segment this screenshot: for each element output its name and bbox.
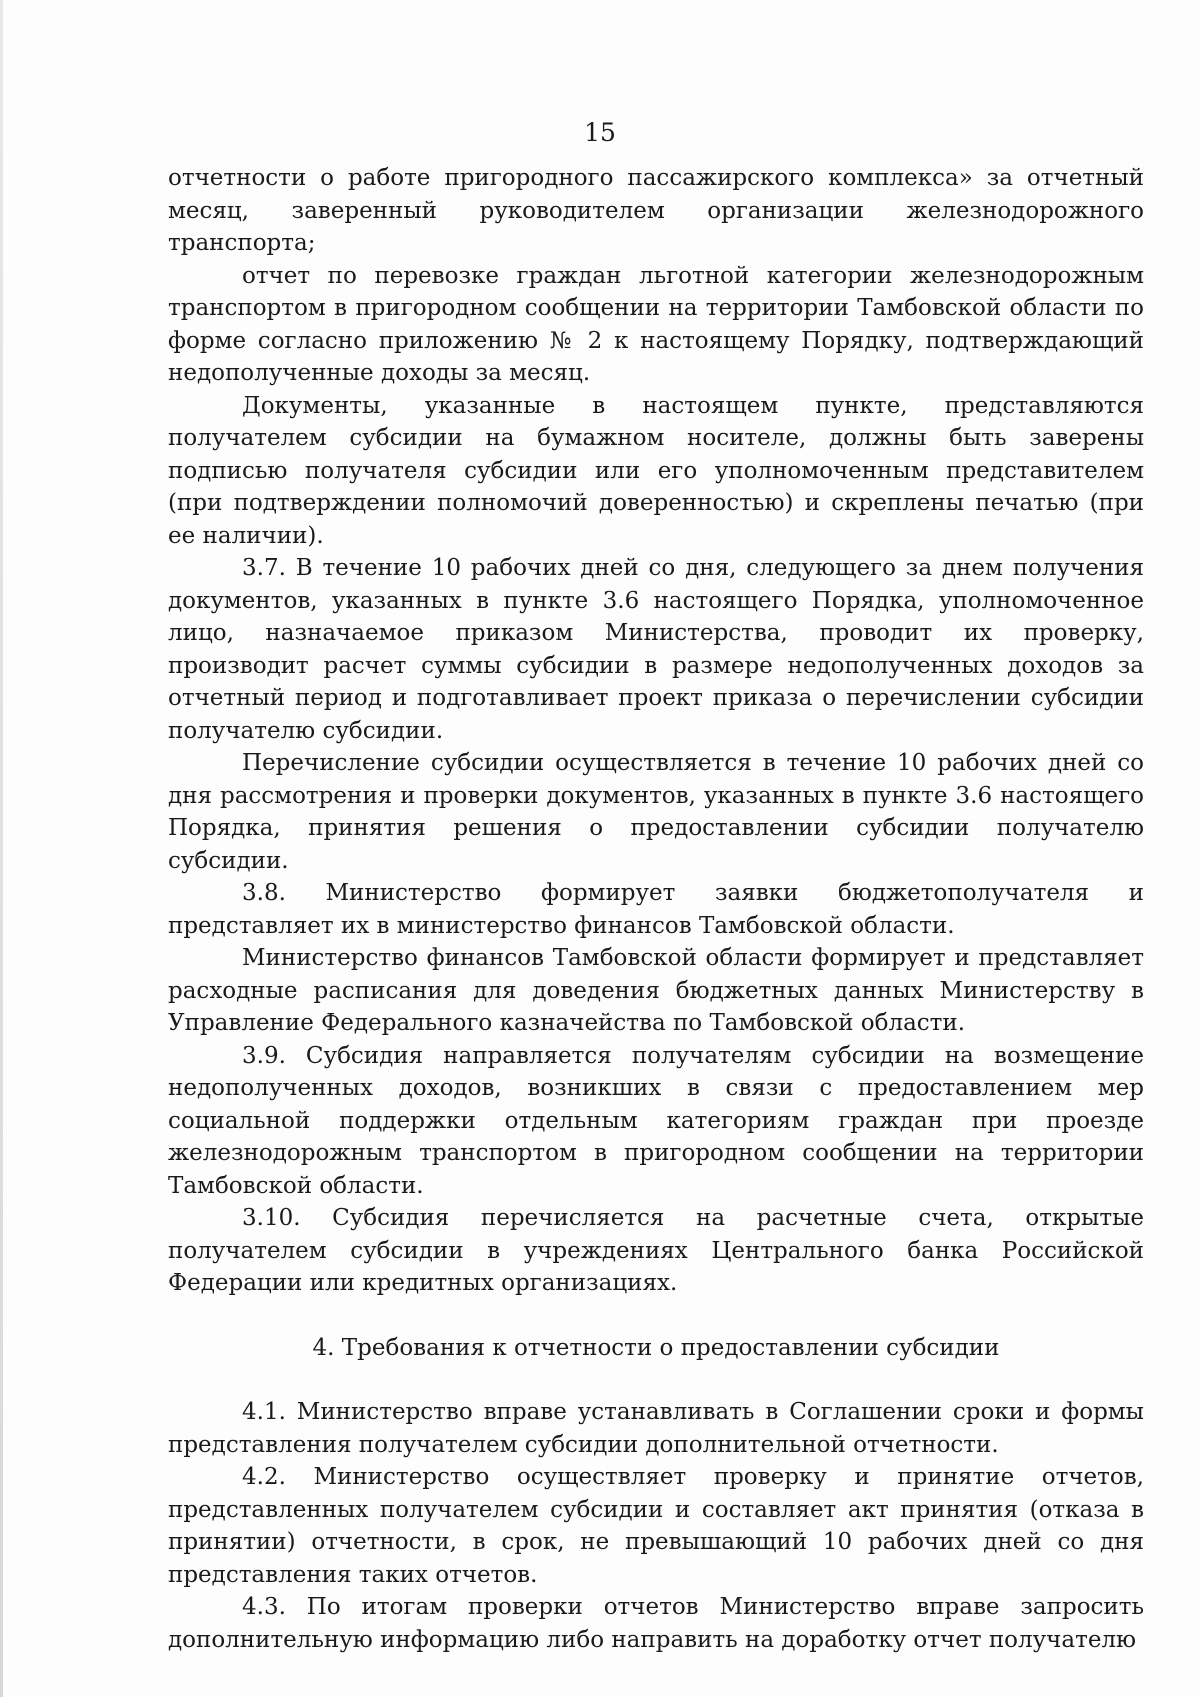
paragraph-documents: Документы, указанные в настоящем пункте, представляются получателем субсидии на бумажном носителе, должны быть заверены подписью получателя субсидии или его уполномоченным представителем (при подтверждении полномочий доверенностью) и скреплены печатью (при ее наличии). <box>168 392 1144 549</box>
paragraph-4-1: 4.1. Министерство вправе устанавливать в Соглашении сроки и формы представления получателем субсидии дополнительной отчетности. <box>168 1399 1144 1458</box>
scan-edge <box>0 0 3 1697</box>
document-body <box>168 162 1144 1656</box>
paragraph-3-7: 3.7. В течение 10 рабочих дней со дня, следующего за днем получения документов, указанных в пункте 3.6 настоящего Порядка, уполномоченное лицо, назначаемое приказом Министерства, проводит их проверку, производит расчет суммы субсидии в размере недополученных доходов за отчетный период и подготавливает проект приказа о перечислении субсидии получателю субсидии. <box>168 555 1144 744</box>
paragraph-continuation: отчетности о работе пригородного пассажирского комплекса» за отчетный месяц, заверенный руководителем организации железнодорожного транспорта; <box>168 165 1144 256</box>
paragraph-3-10: 3.10. Субсидия перечисляется на расчетные счета, открытые получателем субсидии в учреждениях Центрального банка Российской Федерации или кредитных организациях. <box>168 1205 1144 1296</box>
page-number: 15 <box>584 118 616 147</box>
paragraph-4-3: 4.3. По итогам проверки отчетов Министерство вправе запросить дополнительную информацию либо направить на доработку отчет получателю <box>168 1594 1144 1653</box>
paragraph-transfer: Перечисление субсидии осуществляется в течение 10 рабочих дней со дня рассмотрения и проверки документов, указанных в пункте 3.6 настоящего Порядка, принятия решения о предоставлении субсидии получателю субсидии. <box>168 750 1144 874</box>
paragraph-report-item: отчет по перевозке граждан льготной категории железнодорожным транспортом в пригородном сообщении на территории Тамбовской области по форме согласно приложению № 2 к настоящему Порядку, подтверждающий недополученные доходы за месяц. <box>168 262 1144 386</box>
paragraph-3-8: 3.8. Министерство формирует заявки бюджетополучателя и представляет их в министерство финансов Тамбовской области. <box>168 880 1144 939</box>
paragraph-3-9: 3.9. Субсидия направляется получателям субсидии на возмещение недополученных доходов, возникших в связи с предоставлением мер социальной поддержки отдельным категориям граждан при проезде железнодорожным транспортом в пригородном сообщении на территории Тамбовской области. <box>168 1042 1144 1199</box>
paragraph-4-2: 4.2. Министерство осуществляет проверку и принятие отчетов, представленных получателем субсидии и составляет акт принятия (отказа в принятии) отчетности, в срок, не превышающий 10 рабочих дней со дня представления таких отчетов. <box>168 1464 1144 1588</box>
paragraph-ministry-finance: Министерство финансов Тамбовской области формирует и представляет расходные расписания для доведения бюджетных данных Министерству в Управление Федерального казначейства по Тамбовской области. <box>168 945 1144 1036</box>
section-heading: 4. Требования к отчетности о предоставлении субсидии <box>312 1334 1000 1361</box>
